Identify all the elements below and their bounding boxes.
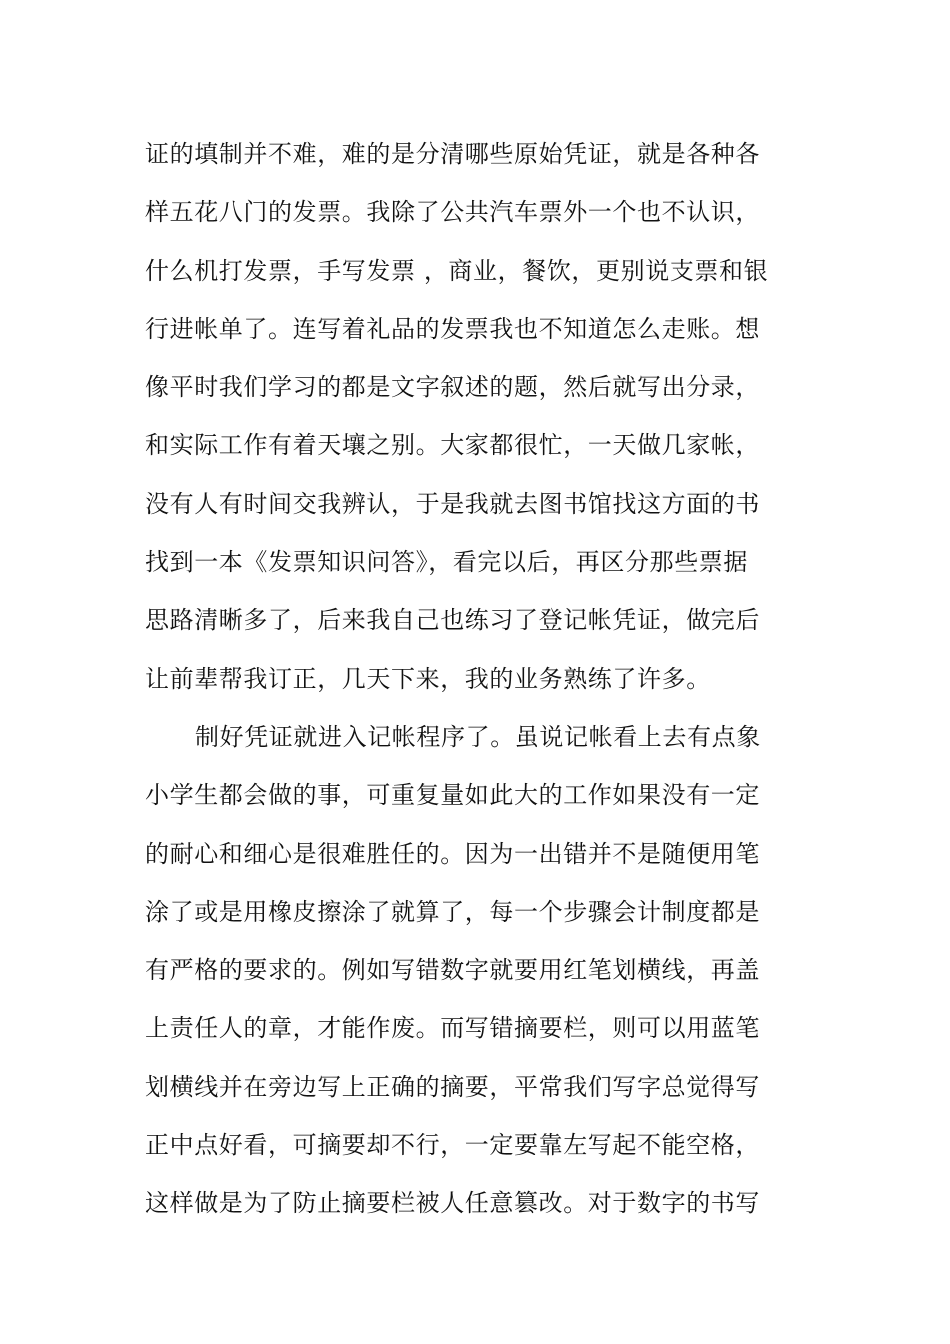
text-line: 找到一本《发票知识问答》，看完以后，再区分那些票据: [145, 548, 748, 577]
text-line: 什么机打发票，手写发票 ，商业，餐饮，更别说支票和银: [145, 256, 769, 285]
text-line: 这样做是为了防止摘要栏被人任意篡改。对于数字的书写: [145, 1189, 760, 1218]
text-line: 让前辈帮我订正，几天下来，我的业务熟练了许多。: [145, 664, 711, 693]
text-line: 和实际工作有着天壤之别。大家都很忙，一天做几家帐，: [145, 431, 760, 460]
text-line: 的耐心和细心是很难胜任的。因为一出错并不是随便用笔: [145, 839, 760, 868]
paragraph-start-line: 制好凭证就进入记帐程序了。虽说记帐看上去有点象: [195, 722, 761, 751]
text-line: 像平时我们学习的都是文字叙述的题，然后就写出分录，: [145, 373, 760, 402]
text-line: 涂了或是用橡皮擦涂了就算了，每一个步骤会计制度都是: [145, 897, 760, 926]
text-line: 有严格的要求的。例如写错数字就要用红笔划横线，再盖: [145, 956, 760, 985]
text-line: 小学生都会做的事，可重复量如此大的工作如果没有一定: [145, 781, 760, 810]
text-line: 行进帐单了。连写着礼品的发票我也不知道怎么走账。想: [145, 314, 760, 343]
body-text: [145, 125, 810, 1233]
text-line: 划横线并在旁边写上正确的摘要，平常我们写字总觉得写: [145, 1072, 760, 1101]
text-line: 思路清晰多了，后来我自己也练习了登记帐凭证，做完后: [145, 606, 760, 635]
text-line: 没有人有时间交我辨认，于是我就去图书馆找这方面的书: [145, 489, 760, 518]
text-line: 证的填制并不难，难的是分清哪些原始凭证，就是各种各: [145, 140, 760, 168]
text-line: 上责任人的章，才能作废。而写错摘要栏，则可以用蓝笔: [145, 1014, 760, 1043]
text-line: 样五花八门的发票。我除了公共汽车票外一个也不认识，: [145, 198, 760, 227]
text-line: 正中点好看，可摘要却不行，一定要靠左写起不能空格，: [145, 1131, 760, 1160]
